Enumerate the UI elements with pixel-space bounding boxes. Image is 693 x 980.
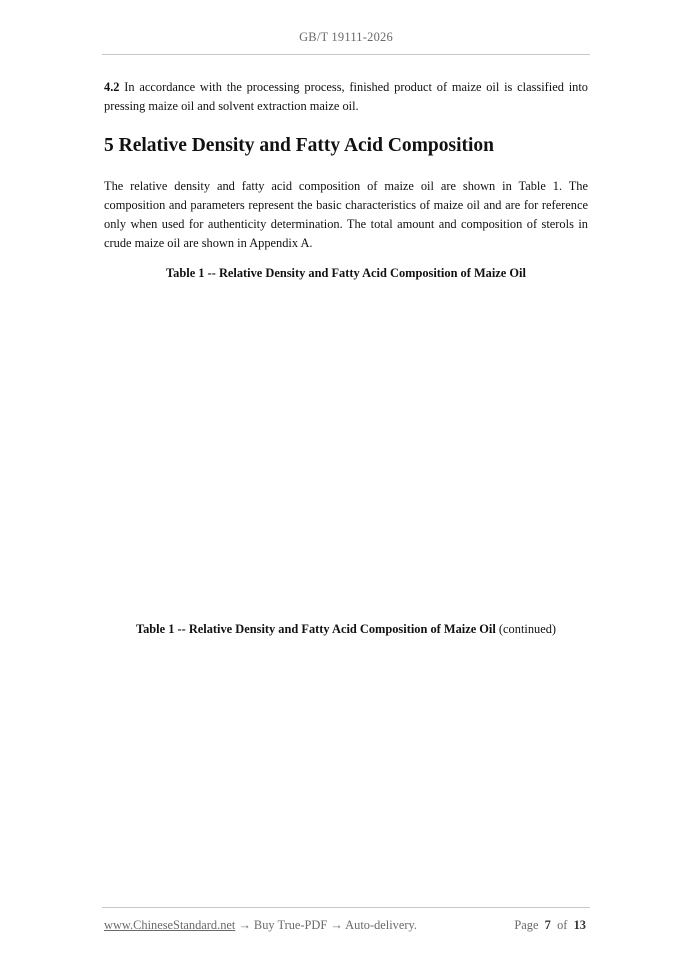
page-footer [104,918,586,933]
table-caption-continued-text: Table 1 -- Relative Density and Fatty Acid Composition of Maize Oil [135,622,496,636]
standard-code: GB/T 19111-2026 [299,30,393,44]
clause-number: 4.2 [104,80,120,94]
table-caption-text: Table 1 -- Relative Density and Fatty Acid Composition of Maize Oil [166,266,526,280]
clause-4-2 [104,78,588,116]
page-header [102,30,590,45]
page-indicator [514,918,586,933]
page-current: 7 [544,918,551,932]
page-of: of [557,918,568,932]
section-title: 5 Relative Density and Fatty Acid Composition [104,135,494,156]
clause-text: In accordance with the processing process, finished product of maize oil is classified into pressing maize oil and solvent extraction maize oil. [104,80,588,113]
table-caption-continued [102,620,590,638]
page-total: 13 [573,918,586,932]
header-divider [102,54,590,55]
section-body: The relative density and fatty acid composition of maize oil are shown in Table 1. The composition and parameters represent the basic characteristics of maize oil and are for reference only when used for authenticity determination. The total amount and composition of sterols in crude maize oil are shown in Appendix A. [104,179,588,250]
promo-text: → Buy True-PDF → Auto-delivery. [235,918,417,932]
footer-promo [104,918,417,933]
table-caption [102,264,590,282]
page-label: Page [514,918,539,932]
site-link[interactable]: www.ChineseStandard.net [104,918,236,932]
continued-suffix: (continued) [495,622,557,636]
footer-divider [102,907,590,908]
